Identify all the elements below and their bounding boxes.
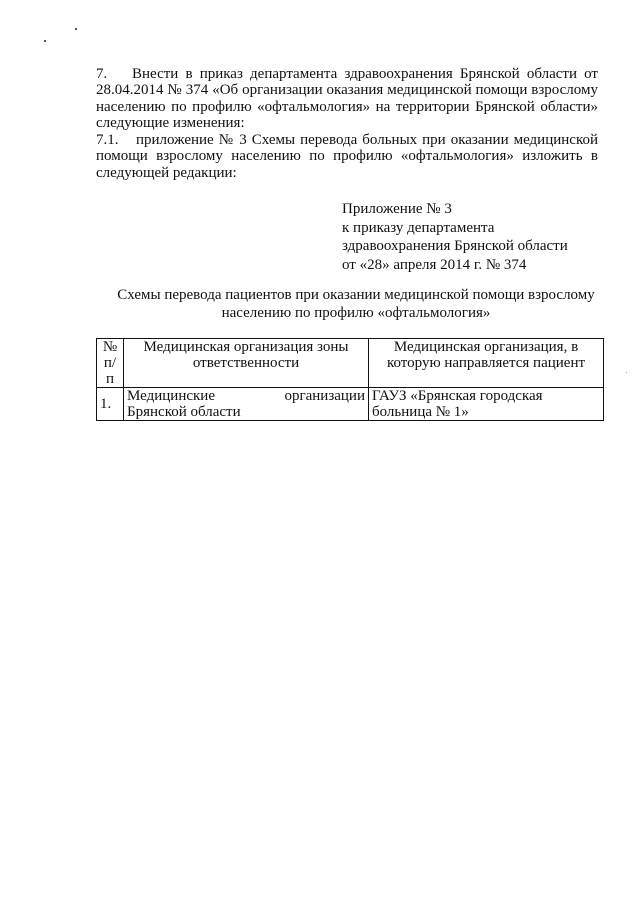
item-7-1-number: 7.1.: [96, 132, 119, 148]
row-target-org: ГАУЗ «Брянская городская больница № 1»: [369, 388, 604, 421]
item-7-first-line: Внести в приказ департамента здравоохранения Брянской области от: [132, 66, 598, 82]
header-number: № п/п: [97, 339, 124, 388]
row-responsible-org: [124, 388, 369, 421]
title-line-1: Схемы перевода пациентов при оказании медицинской помощи взрослому: [117, 287, 595, 303]
header-responsible-org: Медицинская организация зоны ответственности: [124, 339, 369, 388]
appendix-line-2: к приказу департамента: [342, 219, 495, 236]
item-7-number: 7.: [96, 66, 108, 82]
row-number: 1.: [97, 388, 124, 421]
appendix-line-1: Приложение № 3: [342, 201, 452, 217]
appendix-line-3: здравоохранения Брянской области: [342, 238, 568, 254]
table-row: [97, 388, 604, 421]
item-7-1-paragraph: [96, 132, 598, 181]
row-responsible-org-line-2: Брянской области: [127, 404, 241, 420]
item-7-paragraph: [96, 66, 598, 132]
scan-speck: [626, 372, 627, 373]
item-7-1-first-line: приложение № 3 Схемы перевода больных при оказании медицинской: [136, 132, 598, 148]
item-7-1-text: помощи взрослому населению по профилю «офтальмология» изложить в следующей редакции:: [96, 148, 598, 181]
row-responsible-org-line-1: Медицинские организации: [127, 388, 365, 404]
table-header-row: [97, 339, 604, 388]
appendix-header: [342, 200, 568, 274]
item-7-text: 28.04.2014 № 374 «Об организации оказания медицинской помощи взрослому населению по профилю «офтальмология» на территории Брянской области» следующие изменения:: [96, 82, 598, 132]
scan-speck: [44, 40, 46, 42]
scan-speck: [75, 28, 77, 30]
transfer-scheme-table: [96, 338, 604, 421]
header-target-org: Медицинская организация, в которую направляется пациент: [369, 339, 604, 388]
title-line-2: населению по профилю «офтальмология»: [221, 305, 491, 321]
appendix-line-4: от «28» апреля 2014 г. № 374: [342, 256, 527, 273]
document-title: [96, 286, 616, 322]
